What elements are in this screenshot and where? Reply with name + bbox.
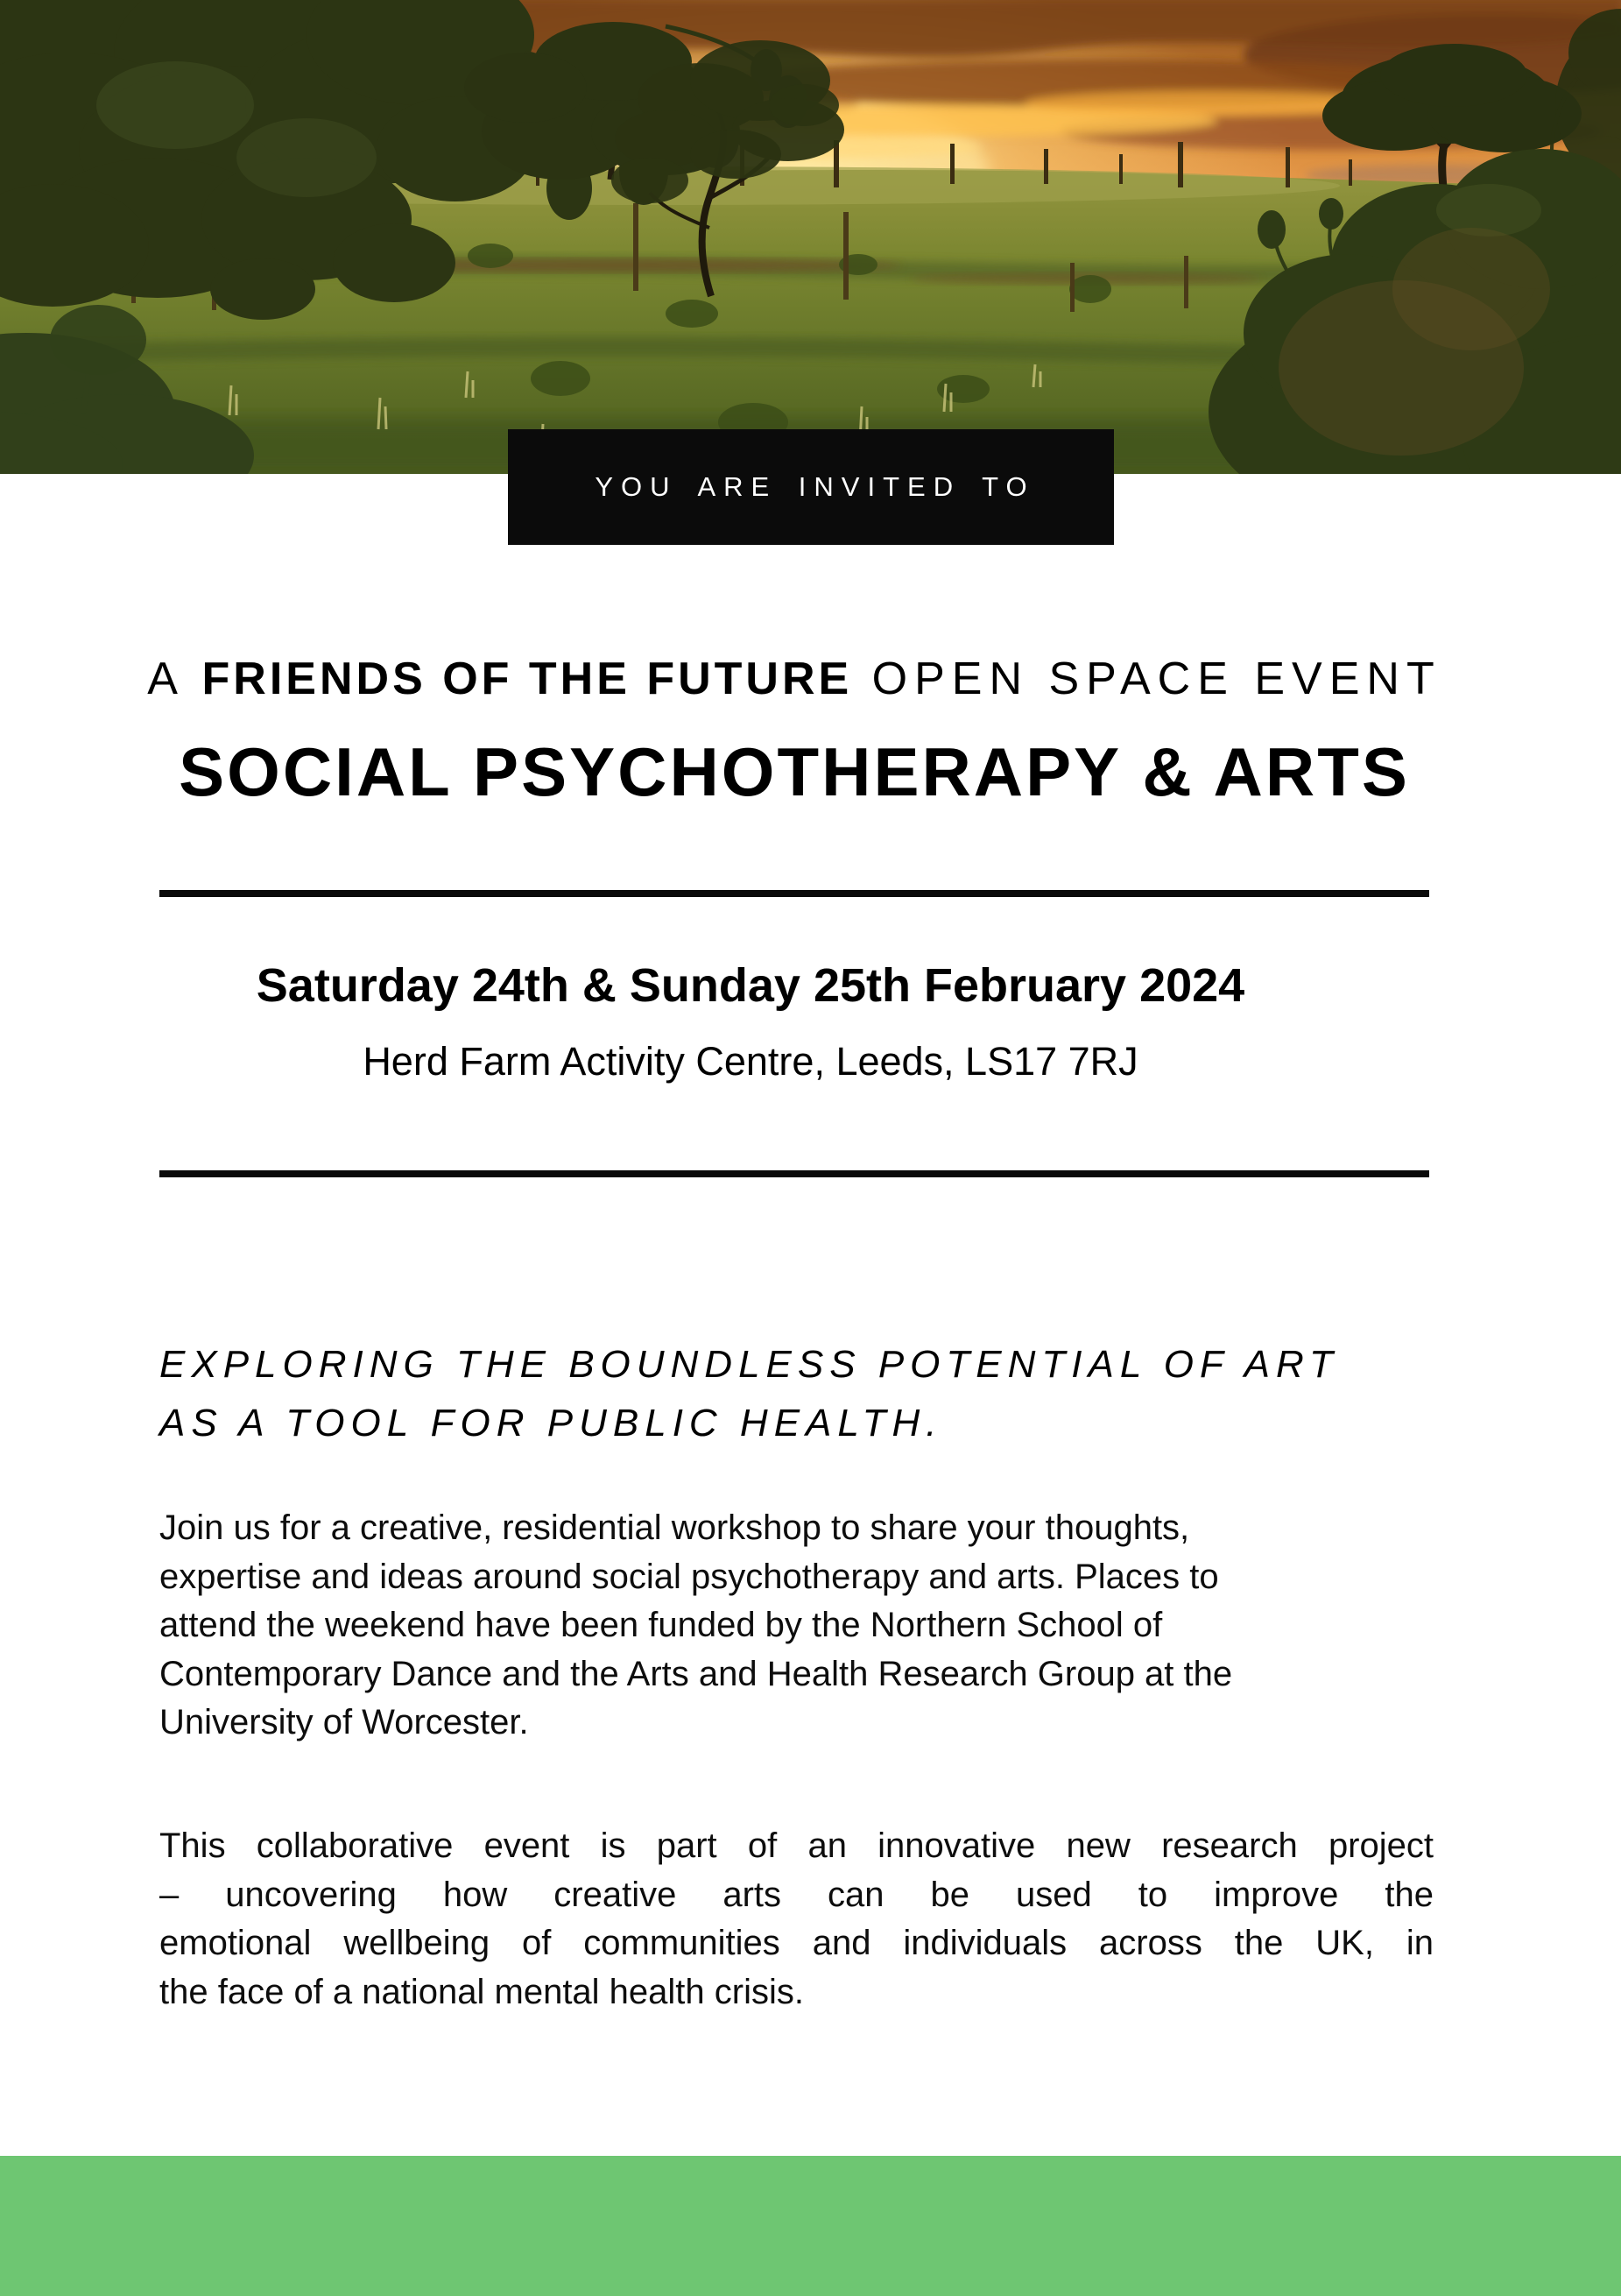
kicker-brand-name: FRIENDS OF THE FUTURE: [201, 653, 853, 704]
text-line: University of Worcester.: [159, 1703, 529, 1741]
text-line: Join us for a creative, residential workshop to share your thoughts,: [159, 1508, 1190, 1547]
text-line: the face of a national mental health crisis.: [159, 1972, 804, 2011]
hero-photo: [0, 0, 1621, 474]
text-line: EXPLORING THE BOUNDLESS POTENTIAL OF ART: [159, 1343, 1339, 1386]
divider-line-top: [159, 890, 1429, 897]
text-line: expertise and ideas around social psychotherapy and arts. Places to: [159, 1557, 1219, 1596]
kicker-suffix: OPEN SPACE EVENT: [871, 653, 1441, 704]
divider-line-bottom: [159, 1170, 1429, 1177]
invitation-banner: [508, 429, 1114, 545]
event-tagline: [159, 1335, 1473, 1452]
invitation-banner-label: YOU ARE INVITED TO: [595, 471, 1035, 502]
footer-green-bar: [0, 2156, 1621, 2296]
event-venue: Herd Farm Activity Centre, Leeds, LS17 7RJ: [363, 1039, 1138, 1084]
sunset-field-illustration: [0, 0, 1621, 474]
event-dates: Saturday 24th & Sunday 25th February 2024: [256, 959, 1245, 1012]
event-headline: SOCIAL PSYCHOTHERAPY & ARTS: [179, 733, 1410, 810]
text-line: AS A TOOL FOR PUBLIC HEALTH.: [159, 1402, 943, 1445]
body-paragraph-1: [159, 1504, 1434, 1748]
text-line: Contemporary Dance and the Arts and Health Research Group at the: [159, 1654, 1233, 1693]
text-line: attend the weekend have been funded by the Northern School of: [159, 1606, 1163, 1644]
body-paragraph-2: [159, 1822, 1434, 2017]
text-line: – uncovering how creative arts can be used to improve the: [159, 1875, 1434, 1914]
text-line: emotional wellbeing of communities and individuals across the UK, in: [159, 1924, 1434, 1962]
kicker-prefix: A: [147, 653, 183, 704]
event-kicker: [0, 653, 1589, 705]
text-line: This collaborative event is part of an innovative new research project: [159, 1826, 1434, 1865]
